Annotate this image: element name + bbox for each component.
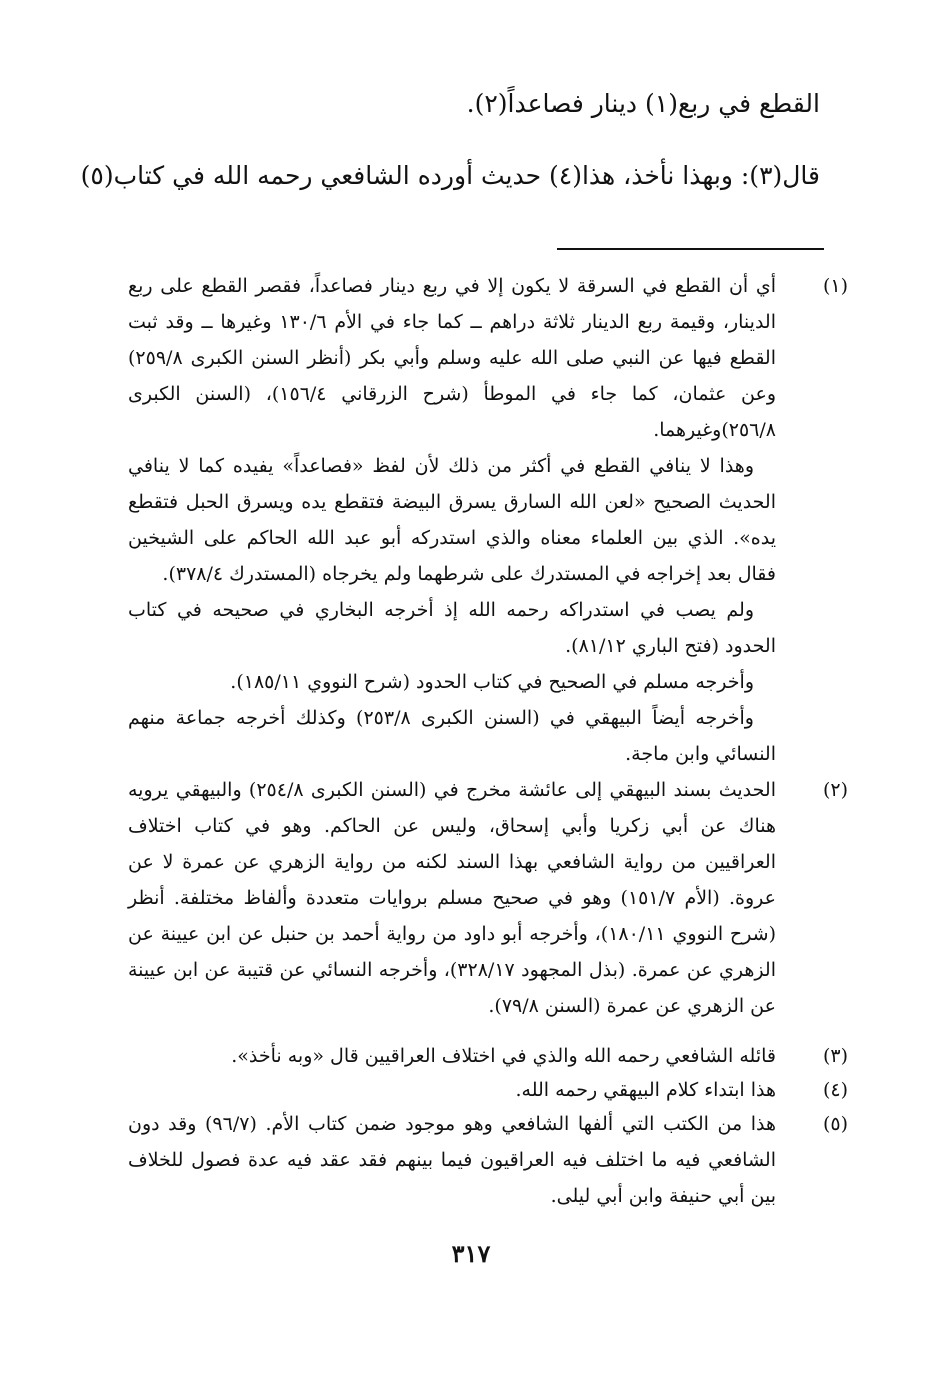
footnote-paragraph: أي أن القطع في السرقة لا يكون إلا في ربع دينار فصاعداً، فقصر القطع على ربع الدينار، وقيمة ربع الدينار ثلاثة دراهم ــ كما جاء في الأم ١٣٠/٦ وغيرها ــ وقد ثبت القطع فيها عن النبي صلى الله عليه وسلم وأبي بكر (أنظر السنن الكبرى ٢٥٩/٨) وعن عثمان، كما جاء في الموطأ (شرح الزرقاني ١٥٦/٤)، (السنن الكبرى ٢٥٦/٨)وغيرهما. xyxy=(128,275,776,441)
footnote-5 xyxy=(128,1106,848,1216)
footnote-body xyxy=(128,268,776,772)
footnote-marker: (٤) xyxy=(822,1079,848,1101)
footnote-paragraph: هذا من الكتب التي ألفها الشافعي وهو موجود ضمن كتاب الأم. (٩٦/٧) وقد دون الشافعي فيه ما اختلف فيه العراقيون فيما بينهم فقد عقد فيه عدة فصول للخلاف بين أبي حنيفة وابن أبي ليلى. xyxy=(128,1113,776,1207)
footnote-body xyxy=(128,1038,776,1074)
main-text-line-1: القطع في ربع(١) دينار فصاعداً(٢). xyxy=(466,89,820,118)
footnote-marker: (٣) xyxy=(822,1045,848,1067)
footnote-paragraph: الحديث بسند البيهقي إلى عائشة مخرج في (السنن الكبرى ٢٥٤/٨) والبيهقي يرويه هناك عن أبي زكريا وأبي إسحاق، وليس عن الحاكم. وهو في كتاب اختلاف العراقيين من رواية الشافعي بهذا السند لكنه من رواية الزهري عن عمرة لا عن عروة. (الأم ١٥١/٧) وهو في صحيح مسلم بروايات متعددة وألفاظ مختلفة. أنظر (شرح النووي ١٨٠/١١)، وأخرجه أبو داود من رواية أحمد بن حنبل عن ابن عيينة عن الزهري عن عمرة. (بذل المجهود ٣٢٨/١٧)، وأخرجه النسائي عن قتيبة عن ابن عيينة عن الزهري عن عمرة (السنن ٧٩/٨). xyxy=(128,779,777,1017)
footnote-3 xyxy=(128,1038,848,1074)
footnote-marker: (١) xyxy=(822,275,848,297)
footnote-marker: (٢) xyxy=(822,779,848,801)
footnote-paragraph: قائله الشافعي رحمه الله والذي في اختلاف العراقيين قال «وبه نأخذ». xyxy=(231,1045,776,1067)
footnote-marker: (٥) xyxy=(822,1113,848,1135)
footnote-paragraph: وأخرجه مسلم في الصحيح في كتاب الحدود (شرح النووي ١٨٥/١١). xyxy=(230,671,754,693)
footnote-paragraph: وأخرجه أيضاً البيهقي في (السنن الكبرى ٢٥٣/٨) وكذلك أخرجه جماعة منهم النسائي وابن ماجة. xyxy=(128,707,776,765)
main-text-line-2: قال(٣): وبهذا نأخذ، هذا(٤) حديث أورده الشافعي رحمه الله في كتاب(٥) xyxy=(80,161,820,190)
footnote-body xyxy=(128,1072,776,1108)
footnote-paragraph: ولم يصب في استدراكه رحمه الله إذ أخرجه البخاري في صحيحه في كتاب الحدود (فتح الباري ٨١/١٢). xyxy=(128,599,776,657)
footnote-paragraph: هذا ابتداء كلام البيهقي رحمه الله. xyxy=(515,1079,776,1101)
footnote-separator xyxy=(557,248,824,250)
footnote-body xyxy=(128,772,776,1024)
footnote-2 xyxy=(128,772,848,1032)
page-number: ٣١٧ xyxy=(451,1239,491,1268)
footnote-1 xyxy=(128,268,848,788)
footnote-4 xyxy=(128,1072,848,1108)
footnote-body xyxy=(128,1106,776,1214)
footnote-paragraph: وهذا لا ينافي القطع في أكثر من ذلك لأن لفظ «فصاعداً» يفيده كما لا ينافي الحديث الصحيح «لعن الله السارق يسرق البيضة فتقطع يده ويسرق الحبل فتقطع يده». الذي بين العلماء معناه والذي استدركه أبو عبد الله الحاكم على الشيخين فقال بعد إخراجه في المستدرك على شرطهما ولم يخرجاه (المستدرك ٣٧٨/٤). xyxy=(128,455,776,585)
